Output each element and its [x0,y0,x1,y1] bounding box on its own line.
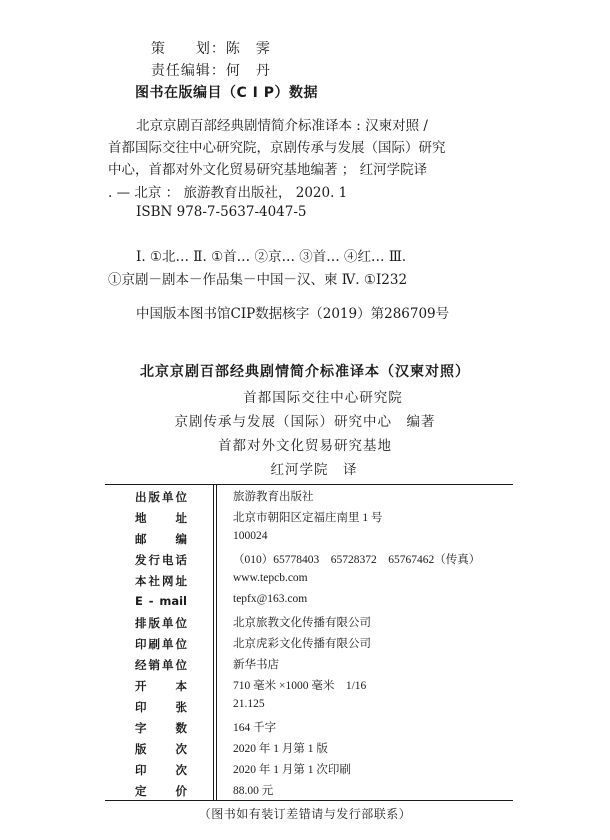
row-value: 2020 年 1 月第 1 次印刷 [233,764,351,776]
row-value: 新华书店 [233,659,279,671]
cip-line: 中心，首都对外文化贸易研究基地编著 ； 红河学院译 [108,162,428,178]
credit-value: 陈 霁 [225,41,271,57]
cip-line: . — 北京 ： 旅游教育出版社， 2020. 1 [108,185,348,201]
table-row [105,759,513,780]
table-row [105,507,513,528]
table-row [105,780,513,801]
row-value: 北京市朝阳区定福庄南里 1 号 [233,512,383,524]
table-row [105,591,513,612]
row-label: 定价 [135,784,187,798]
book-title: 北京京剧百部经典剧情简介标准译本（汉柬对照） [140,364,470,380]
row-label: 印次 [135,763,187,777]
row-label: 经销单位 [135,658,187,672]
table-row [105,528,513,549]
credit-editor: 责任编辑：何 丹 [150,63,271,79]
cip-subject-line: Ⅰ. ①北… Ⅱ. ①首… ②京… ③首… ④红… Ⅲ. [136,249,407,265]
credit-label: 责任编辑 [150,63,211,79]
table-row [105,633,513,654]
row-value: 21.125 [233,698,265,710]
row-label: 出版单位 [135,490,187,504]
author-line: 首都对外文化贸易研究基地 [218,438,392,454]
row-value: 北京旅教文化传播有限公司 [233,617,371,629]
row-value: 88.00 元 [233,785,274,797]
table-row [105,570,513,591]
row-label: 开本 [135,679,187,693]
row-value: 164 千字 [233,722,277,734]
row-label: 发行电话 [135,553,187,567]
table-row [105,612,513,633]
author-line: 首都国际交往中心研究院 [243,390,403,406]
row-value: （010）65778403 65728372 65767462（传真） [233,554,481,566]
cip-line: 北京京剧百部经典剧情简介标准译本 : 汉柬对照 / [136,118,428,134]
credit-planner: 策 划：陈 霁 [150,41,271,57]
table-row [105,654,513,675]
row-value: 北京虎彩文化传播有限公司 [233,638,371,650]
row-label: 版次 [135,742,187,756]
table-row [105,696,513,717]
table-top-rule [105,484,513,485]
row-label: 字数 [135,721,187,735]
row-label: 印张 [135,700,187,714]
row-value: 2020 年 1 月第 1 版 [233,743,328,755]
row-value: tepfx@163.com [233,593,308,605]
row-label: E - mail [135,594,187,608]
table-row [105,738,513,759]
credit-label: 策 划 [150,41,211,57]
author-line: 红河学院 译 [270,462,358,478]
cip-subject-line: ①京剧－剧本－作品集－中国－汉、柬 Ⅳ. ①I232 [108,272,408,288]
cip-heading: 图书在版编目（C I P）数据 [135,85,318,101]
table-row [105,717,513,738]
row-value: 710 毫米 ×1000 毫米 1/16 [233,680,367,692]
row-label: 本社网址 [135,574,187,588]
row-label: 排版单位 [135,616,187,630]
author-line: 京剧传承与发展（国际）研究中心 编著 [174,414,436,430]
cip-line: 首都国际交往中心研究院，京剧传承与发展（国际）研究 [108,140,446,156]
row-label: 地址 [135,511,187,525]
table-row [105,675,513,696]
row-value: 100024 [233,530,268,542]
table-row [105,486,513,507]
credit-value: 何 丹 [225,63,271,79]
cip-verification: 中国版本图书馆CIP数据核字（2019）第286709号 [136,306,450,322]
row-label: 印刷单位 [135,637,187,651]
row-value: 旅游教育出版社 [233,491,314,503]
cip-isbn: ISBN 978-7-5637-4047-5 [136,204,307,220]
footnote: （图书如有装订差错请与发行部联系） [198,807,412,821]
row-value: www.tepcb.com [233,572,308,584]
table-row [105,549,513,570]
row-label: 邮编 [135,532,187,546]
